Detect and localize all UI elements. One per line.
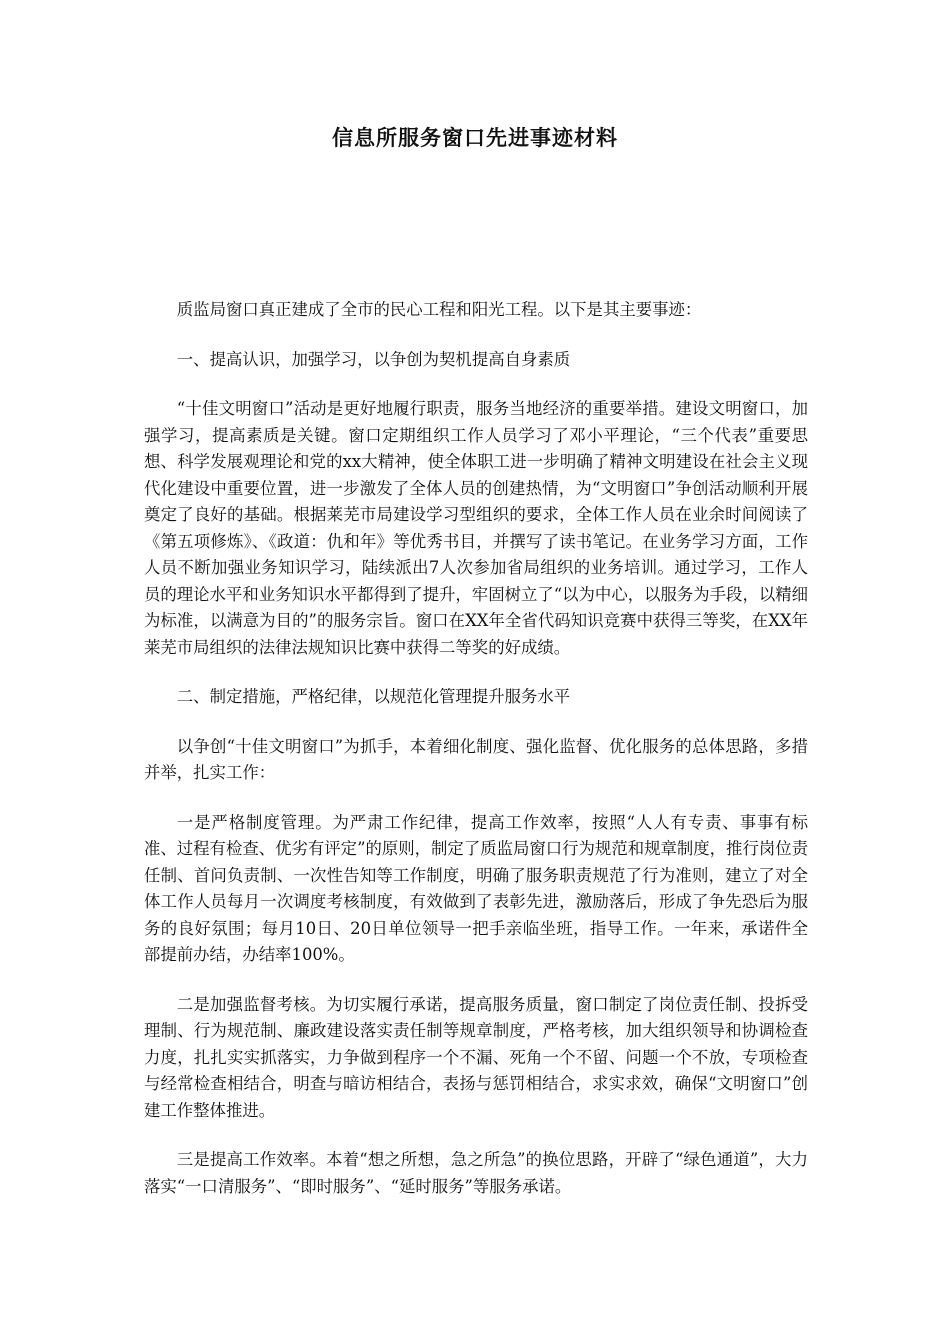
intro-paragraph: 质监局窗口真正建成了全市的民心工程和阳光工程。以下是其主要事迹： xyxy=(176,300,702,319)
section-heading-2: 二、制定措施，严格纪律，以规范化管理提升服务水平 xyxy=(176,687,571,706)
document-body xyxy=(144,297,808,1223)
section-1-paragraph: “十佳文明窗口”活动是更好地履行职责，服务当地经济的重要举措。建设文明窗口，加强学习，提高素质是关键。窗口定期组织工作人员学习了邓小平理论，“三个代表”重要思想、科学发展观理论和党的xx大精神，使全体职工进一步明确了精神文明建设在社会主义现代化建设中重要位置，进一步激发了全体人员的创建热情，为“文明窗口”争创活动顺利开展奠定了良好的基础。根据莱芜市局建设学习型组织的要求，全体工作人员在业余时间阅读了《第五项修炼》、《政道：仇和年》等优秀书目，并撰写了读书笔记。在业务学习方面，工作人员不断加强业务知识学习，陆续派出7人次参加省局组织的业务培训。通过学习，工作人员的理论水平和业务知识水平都得到了提升，牢固树立了“以为中心，以服务为手段，以精细为标准，以满意为目的”的服务宗旨。窗口在XX年全省代码知识竞赛中获得三等奖，在XX年莱芜市局组织的法律法规知识比赛中获得二等奖的好成绩。 xyxy=(144,399,809,657)
measure-3-paragraph: 三是提高工作效率。本着“想之所想，急之所急”的换位思路，开辟了“绿色通道”，大力落实“一口清服务”、“即时服务”、“延时服务”等服务承诺。 xyxy=(144,1150,808,1196)
section-heading-1: 一、提高认识，加强学习，以争创为契机提高自身素质 xyxy=(176,349,571,369)
measure-2-paragraph: 二是加强监督考核。为切实履行承诺，提高服务质量，窗口制定了岗位责任制、投拆受理制、行为规范制、廉政建设落实责任制等规章制度，严格考核，加大组织领导和协调检查力度，扎扎实实抓落实，力争做到程序一个不漏、死角一个不留、问题一个不放，专项检查与经常检查相结合，明查与暗访相结合，表扬与惩罚相结合，求实求效，确保“文明窗口”创建工作整体推进。 xyxy=(144,994,808,1120)
measure-1-paragraph: 一是严格制度管理。为严肃工作纪律，提高工作效率，按照“人人有专责、事事有标准、过程有检查、优劣有评定”的原则，制定了质监局窗口行为规范和规章制度，推行岗位责任制、首问负责制、一次性告知等工作制度，明确了服务职责规范了行为准则，建立了对全体工作人员每月一次调度考核制度，有效做到了表彰先进，激励落后，形成了争先恐后为服务的良好氛围；每月10日、20日单位领导一把手亲临坐班，指导工作。一年来，承诺件全部提前办结，办结率100%。 xyxy=(144,812,809,964)
section-2-intro-paragraph: 以争创“十佳文明窗口”为抓手，本着细化制度、强化监督、优化服务的总体思路，多措并举，扎实工作： xyxy=(144,736,808,782)
document-title: 信息所服务窗口先进事迹材料 xyxy=(332,126,618,150)
